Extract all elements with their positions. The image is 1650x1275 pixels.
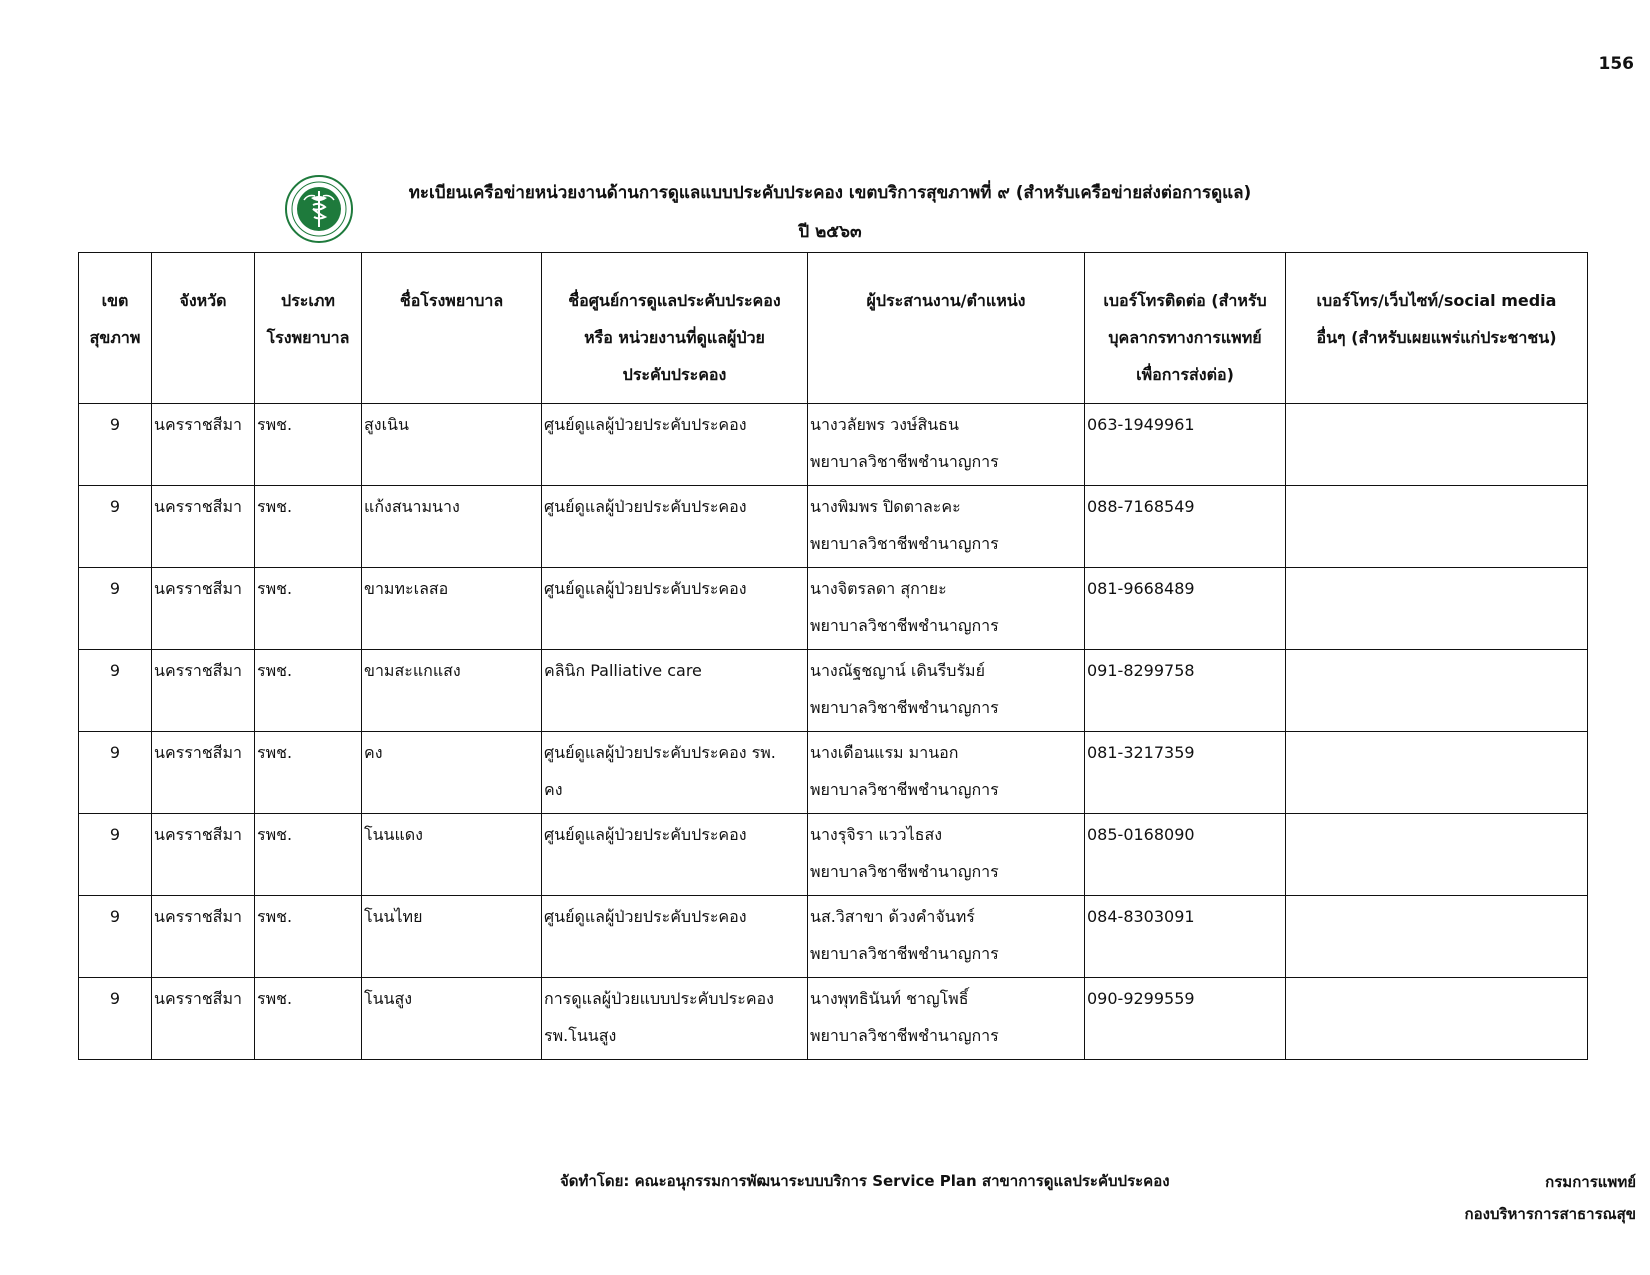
table-header-row	[79, 253, 1588, 404]
document-title: ทะเบียนเครือข่ายหน่วยงานด้านการดูแลแบบประคับประคอง เขตบริการสุขภาพที่ ๙ (สำหรับเครือข่ายส่งต่อการดูแล)	[408, 183, 1252, 203]
cell-phone: 090-9299559	[1085, 978, 1286, 1060]
table-row	[79, 732, 1588, 814]
cell-coordinator: นางเดือนแรม มานอก พยาบาลวิชาชีพชำนาญการ	[808, 732, 1085, 814]
cell-public-contact	[1286, 896, 1588, 978]
cell-phone: 085-0168090	[1085, 814, 1286, 896]
ministry-seal-logo	[284, 174, 354, 244]
cell-center-name: การดูแลผู้ป่วยแบบประคับประคอง รพ.โนนสูง	[542, 978, 808, 1060]
cell-zone: 9	[79, 404, 152, 486]
cell-hospital-type: รพช.	[255, 568, 362, 650]
cell-zone: 9	[79, 814, 152, 896]
col-header-center-name: ชื่อศูนย์การดูแลประคับประคอง หรือ หน่วยงานที่ดูแลผู้ป่วย ประคับประคอง	[542, 253, 808, 404]
cell-coordinator: นางพิมพร ปิดตาละคะ พยาบาลวิชาชีพชำนาญการ	[808, 486, 1085, 568]
cell-zone: 9	[79, 896, 152, 978]
cell-phone: 084-8303091	[1085, 896, 1286, 978]
cell-zone: 9	[79, 650, 152, 732]
col-header-phone: เบอร์โทรติดต่อ (สำหรับ บุคลากรทางการแพทย์ เพื่อการส่งต่อ)	[1085, 253, 1286, 404]
cell-public-contact	[1286, 814, 1588, 896]
col-header-public-contact: เบอร์โทร/เว็บไซท์/social media อื่นๆ (สำหรับเผยแพร่แก่ประชาชน)	[1286, 253, 1588, 404]
cell-zone: 9	[79, 568, 152, 650]
cell-phone: 091-8299758	[1085, 650, 1286, 732]
cell-phone: 081-3217359	[1085, 732, 1286, 814]
cell-hospital-name: โนนสูง	[362, 978, 542, 1060]
cell-coordinator: นางรุจิรา แววไธสง พยาบาลวิชาชีพชำนาญการ	[808, 814, 1085, 896]
document-year: ปี ๒๕๖๓	[798, 222, 862, 242]
cell-phone: 081-9668489	[1085, 568, 1286, 650]
cell-coordinator: นางจิตรลดา สุกายะ พยาบาลวิชาชีพชำนาญการ	[808, 568, 1085, 650]
palliative-care-network-table	[78, 252, 1588, 1060]
seal-icon	[284, 174, 354, 244]
table-row	[79, 650, 1588, 732]
cell-province: นครราชสีมา	[152, 568, 255, 650]
cell-center-name: ศูนย์ดูแลผู้ป่วยประคับประคอง	[542, 404, 808, 486]
cell-zone: 9	[79, 486, 152, 568]
cell-center-name: ศูนย์ดูแลผู้ป่วยประคับประคอง	[542, 814, 808, 896]
cell-hospital-name: โนนแดง	[362, 814, 542, 896]
cell-center-name: คลินิก Palliative care	[542, 650, 808, 732]
cell-zone: 9	[79, 978, 152, 1060]
cell-public-contact	[1286, 486, 1588, 568]
cell-center-name: ศูนย์ดูแลผู้ป่วยประคับประคอง	[542, 486, 808, 568]
cell-hospital-type: รพช.	[255, 404, 362, 486]
cell-hospital-type: รพช.	[255, 978, 362, 1060]
cell-hospital-type: รพช.	[255, 814, 362, 896]
cell-hospital-name: ขามสะแกแสง	[362, 650, 542, 732]
cell-province: นครราชสีมา	[152, 404, 255, 486]
cell-center-name: ศูนย์ดูแลผู้ป่วยประคับประคอง รพ. คง	[542, 732, 808, 814]
col-header-hospital-type: ประเภท โรงพยาบาล	[255, 253, 362, 404]
cell-coordinator: นางวลัยพร วงษ์สินธน พยาบาลวิชาชีพชำนาญการ	[808, 404, 1085, 486]
cell-coordinator: นส.วิสาขา ด้วงคำจันทร์ พยาบาลวิชาชีพชำนาญการ	[808, 896, 1085, 978]
cell-public-contact	[1286, 568, 1588, 650]
cell-province: นครราชสีมา	[152, 650, 255, 732]
col-header-coordinator: ผู้ประสานงาน/ตำแหน่ง	[808, 253, 1085, 404]
table-row	[79, 404, 1588, 486]
cell-public-contact	[1286, 732, 1588, 814]
col-header-zone: เขต สุขภาพ	[79, 253, 152, 404]
cell-hospital-name: ขามทะเลสอ	[362, 568, 542, 650]
table-row	[79, 568, 1588, 650]
table-row	[79, 896, 1588, 978]
footer-prepared-by: จัดทำโดย: คณะอนุกรรมการพัฒนาระบบบริการ Service Plan สาขาการดูแลประคับประคอง	[560, 1172, 1170, 1190]
table-row	[79, 486, 1588, 568]
cell-hospital-type: รพช.	[255, 486, 362, 568]
cell-public-contact	[1286, 404, 1588, 486]
table-row	[79, 814, 1588, 896]
cell-province: นครราชสีมา	[152, 896, 255, 978]
cell-public-contact	[1286, 650, 1588, 732]
cell-hospital-type: รพช.	[255, 896, 362, 978]
cell-province: นครราชสีมา	[152, 486, 255, 568]
cell-hospital-type: รพช.	[255, 732, 362, 814]
cell-coordinator: นางณัฐชญาน์ เดินรีบรัมย์ พยาบาลวิชาชีพชำนาญการ	[808, 650, 1085, 732]
cell-public-contact	[1286, 978, 1588, 1060]
page-number: 156	[1598, 54, 1634, 74]
cell-center-name: ศูนย์ดูแลผู้ป่วยประคับประคอง	[542, 896, 808, 978]
cell-province: นครราชสีมา	[152, 814, 255, 896]
cell-phone: 063-1949961	[1085, 404, 1286, 486]
cell-province: นครราชสีมา	[152, 732, 255, 814]
cell-province: นครราชสีมา	[152, 978, 255, 1060]
col-header-province: จังหวัด	[152, 253, 255, 404]
cell-zone: 9	[79, 732, 152, 814]
cell-hospital-type: รพช.	[255, 650, 362, 732]
cell-phone: 088-7168549	[1085, 486, 1286, 568]
cell-hospital-name: โนนไทย	[362, 896, 542, 978]
col-header-hospital-name: ชื่อโรงพยาบาล	[362, 253, 542, 404]
footer-department: กรมการแพทย์	[1545, 1173, 1636, 1191]
cell-hospital-name: คง	[362, 732, 542, 814]
cell-hospital-name: สูงเนิน	[362, 404, 542, 486]
cell-center-name: ศูนย์ดูแลผู้ป่วยประคับประคอง	[542, 568, 808, 650]
cell-hospital-name: แก้งสนามนาง	[362, 486, 542, 568]
footer-division: กองบริหารการสาธารณสุข	[1464, 1205, 1636, 1223]
table-row	[79, 978, 1588, 1060]
cell-coordinator: นางพุทธินันท์ ชาญโพธิ์ พยาบาลวิชาชีพชำนาญการ	[808, 978, 1085, 1060]
